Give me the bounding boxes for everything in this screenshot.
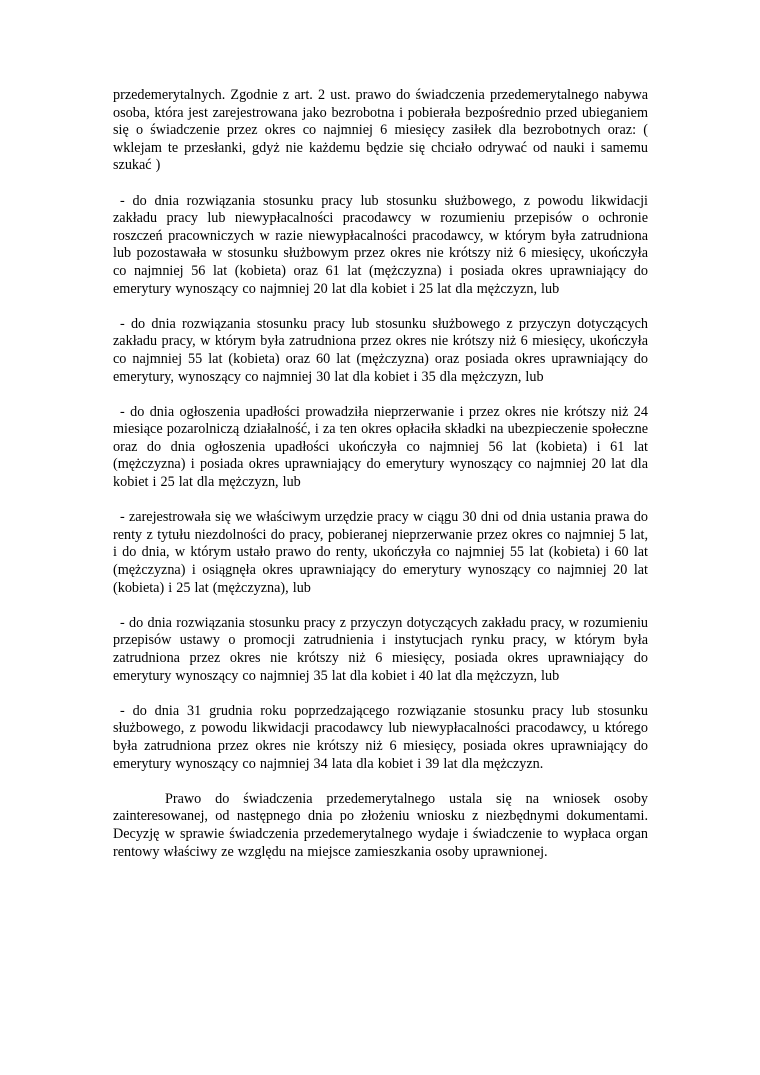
paragraph-closing: Prawo do świadczenia przedemerytalnego ustala się na wniosek osoby zainteresowanej, od następnego dnia po złożeniu wniosku z niezbędnymi dokumentami. Decyzję w sprawie świadczenia przedemerytalnego wydaje i świadczenie to wypłaca organ rentowy właściwy ze względu na miejsce zamieszkania osoby uprawnionej. [113, 790, 648, 860]
condition-item-6: - do dnia 31 grudnia roku poprzedzającego rozwiązanie stosunku pracy lub stosunku służbowego, z powodu likwidacji pracodawcy lub niewypłacalności pracodawcy, u którego była zatrudniona przez okres nie krótszy niż 6 miesięcy, posiada okres uprawniający do emerytury wynoszący co najmniej 34 lata dla kobiet i 39 lat dla mężczyzn. [113, 702, 648, 772]
condition-item-1: - do dnia rozwiązania stosunku pracy lub stosunku służbowego, z powodu likwidacji zakładu pracy lub niewypłacalności pracodawcy w rozumieniu przepisów o ochronie roszczeń pracowniczych w razie niewypłacalności pracodawcy, w którym była zatrudniona lub pozostawała w stosunku służbowym przez okres nie krótszy niż 6 miesięcy, ukończyła co najmniej 56 lat (kobieta) oraz 61 lat (mężczyzna) i posiada okres uprawniający do emerytury wynoszący co najmniej 20 lat dla kobiet i 25 lat dla mężczyzn, lub [113, 192, 648, 297]
document-text-block [113, 87, 648, 861]
condition-item-2: - do dnia rozwiązania stosunku pracy lub stosunku służbowego z przyczyn dotyczących zakładu pracy, w którym była zatrudniona przez okres nie krótszy niż 6 miesięcy, ukończyła co najmniej 55 lat (kobieta) oraz 60 lat (mężczyzna) oraz posiada okres uprawniający do emerytury, wynoszący co najmniej 30 lat dla kobiet i 35 dla mężczyzn, lub [113, 315, 648, 385]
condition-item-5: - do dnia rozwiązania stosunku pracy z przyczyn dotyczących zakładu pracy, w rozumieniu przepisów ustawy o promocji zatrudnienia i instytucjach rynku pracy, w którym była zatrudniona przez okres nie krótszy niż 6 miesięcy, posiada okres uprawniający do emerytury wynoszący co najmniej 35 lat dla kobiet i 40 lat dla mężczyzn, lub [113, 614, 648, 684]
paragraph-intro: przedemerytalnych. Zgodnie z art. 2 ust. prawo do świadczenia przedemerytalnego nabywa osoba, która jest zarejestrowana jako bezrobotna i pobierała bezpośrednio przed ubieganiem się o świadczenie przez okres co najmniej 6 miesięcy zasiłek dla bezrobotnych oraz: ( wklejam te przesłanki, gdyż nie każdemu będzie się chciało odrywać od nauki i samemu szukać ) [113, 87, 648, 174]
condition-item-4: - zarejestrowała się we właściwym urzędzie pracy w ciągu 30 dni od dnia ustania prawa do renty z tytułu niezdolności do pracy, pobieranej nieprzerwanie przez okres co najmniej 5 lat, i do dnia, w którym ustało prawo do renty, ukończyła co najmniej 55 lat (kobieta) i 60 lat (mężczyzna) i osiągnęła okres uprawniający do emerytury wynoszący co najmniej 20 lat (kobieta) i 25 lat (mężczyzna), lub [113, 509, 648, 596]
condition-item-3: - do dnia ogłoszenia upadłości prowadziła nieprzerwanie i przez okres nie krótszy niż 24 miesiące pozarolniczą działalność, i za ten okres opłaciła składki na ubezpieczenie społeczne oraz do dnia ogłoszenia upadłości ukończyła co najmniej 56 lat (kobieta) i 61 lat (mężczyzna) i posiada okres uprawniający do emerytury wynoszący co najmniej 20 lat dla kobiet i 25 lat dla mężczyzn, lub [113, 403, 648, 491]
